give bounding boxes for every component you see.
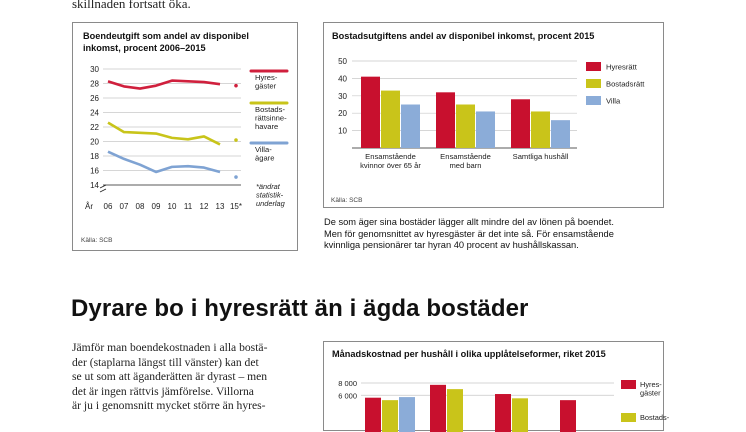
chart1-title-line: Boendeutgift som andel av disponibel bbox=[83, 31, 249, 41]
chart1-series-point bbox=[234, 138, 238, 142]
chart1-source: Källa: SCB bbox=[81, 237, 113, 244]
chart1-series-line bbox=[108, 81, 220, 89]
chart1-legend-label: gäster bbox=[255, 81, 277, 91]
chart2-bar bbox=[476, 111, 495, 148]
chart3-bar bbox=[512, 398, 528, 432]
chart1-note: *ändrat bbox=[256, 182, 280, 191]
chart1-y-tick-label: 26 bbox=[90, 94, 99, 103]
chart2-category-label: med barn bbox=[449, 161, 482, 170]
chart1-series-line bbox=[108, 152, 220, 172]
chart3-bar bbox=[430, 385, 446, 432]
chart3-legend-swatch bbox=[621, 413, 636, 422]
chart2-category-label: Ensamstående bbox=[440, 152, 491, 161]
chart1-legend-label: Villa- bbox=[255, 145, 272, 154]
chart2-category-label: kvinnor över 65 år bbox=[360, 161, 421, 170]
chart3-plot bbox=[324, 342, 670, 432]
chart3-legend-swatch bbox=[621, 380, 636, 389]
chart3-bar bbox=[560, 400, 576, 432]
chart2-legend-label: Hyresrätt bbox=[606, 62, 637, 72]
chart2-source: Källa: SCB bbox=[331, 197, 363, 204]
body-line: der (staplarna längst till vänster) kan det bbox=[72, 355, 259, 369]
chart1-box bbox=[72, 22, 298, 251]
chart1-x-tick-label: 09 bbox=[151, 202, 161, 211]
chart2-bar bbox=[361, 77, 380, 148]
chart2-legend-label: Villa bbox=[606, 96, 621, 106]
chart1-y-tick-label: 18 bbox=[90, 152, 99, 161]
chart1-x-tick-label: 07 bbox=[119, 202, 129, 211]
chart3-legend-label: gäster bbox=[640, 388, 661, 398]
chart2-y-tick-label: 20 bbox=[338, 109, 347, 119]
chart1-y-tick-label: 28 bbox=[90, 79, 99, 89]
chart2-legend-label: Bostadsrätt bbox=[606, 79, 645, 89]
chart2-plot bbox=[324, 23, 663, 207]
chart2-bar bbox=[511, 99, 530, 148]
chart1-y-tick-label: 30 bbox=[90, 65, 99, 74]
chart1-x-tick-label: 10 bbox=[167, 202, 177, 211]
chart1-note: statistik- bbox=[256, 190, 284, 200]
chart1-legend-label: Hyres- bbox=[255, 73, 278, 82]
chart3-legend-label: Bostads- bbox=[640, 413, 670, 422]
chart1-x-tick-label: 06 bbox=[103, 202, 113, 211]
chart1-y-tick-label: 22 bbox=[90, 123, 99, 132]
chart1-y-tick-label: 24 bbox=[90, 108, 99, 118]
chart1-title-line: inkomst, procent 2006–2015 bbox=[83, 42, 206, 53]
chart1-y-tick-label: 20 bbox=[90, 137, 99, 147]
chart2-y-tick-label: 50 bbox=[338, 57, 347, 66]
chart1-axis-break bbox=[100, 185, 106, 192]
chart1-series-line bbox=[108, 123, 220, 145]
caption-line: De som äger sina bostäder lägger allt mindre del av lönen på boendet. bbox=[324, 217, 614, 227]
chart1-legend-label: rättsinne- bbox=[255, 113, 287, 123]
chart3-legend-label: Hyres- bbox=[640, 380, 662, 389]
chart2-bar bbox=[456, 105, 475, 149]
chart1-x-tick-label: 11 bbox=[183, 202, 193, 211]
chart1-x-tick-label: 12 bbox=[199, 202, 209, 211]
chart1-legend-label: Bostads- bbox=[255, 105, 285, 114]
chart2-y-tick-label: 30 bbox=[338, 91, 347, 101]
chart1-x-axis-label: År bbox=[85, 202, 93, 211]
chart2-box bbox=[323, 22, 664, 208]
chart3-bar bbox=[495, 394, 511, 432]
chart1-legend-label: havare bbox=[255, 122, 279, 131]
chart3-title: Månadskostnad per hushåll i olika upplåtelseformer, riket 2015 bbox=[332, 349, 606, 359]
body-line: Jämför man boendekostnaden i alla bostä- bbox=[72, 341, 268, 354]
chart2-bar bbox=[381, 91, 400, 148]
chart1-x-tick-label: 13 bbox=[215, 202, 225, 211]
chart2-bar bbox=[436, 92, 455, 148]
chart2-bar bbox=[531, 111, 550, 148]
body-line: det är ingen rättvis jämförelse. Villorna bbox=[72, 384, 254, 398]
chart2-bar bbox=[401, 105, 420, 149]
chart2-caption bbox=[324, 217, 664, 252]
chart2-y-tick-label: 10 bbox=[338, 126, 347, 136]
body-line: är ju i genomsnitt mycket större än hyres- bbox=[72, 399, 266, 413]
caption-line: kvinnliga pensionärer tar hyran 40 procent av hushållskassan. bbox=[324, 240, 579, 250]
chart3-y-tick-label: 8 000 bbox=[338, 379, 357, 388]
chart1-series-point bbox=[234, 175, 238, 179]
chart1-series-point bbox=[234, 84, 238, 88]
chart1-x-tick-label: 08 bbox=[135, 202, 145, 211]
chart2-bar bbox=[551, 120, 570, 148]
chart3-bar bbox=[399, 397, 415, 432]
chart2-category-label: Ensamstående bbox=[365, 152, 416, 161]
chart2-title: Bostadsutgiftens andel av disponibel inkomst, procent 2015 bbox=[332, 31, 595, 41]
chart3-y-tick-label: 6 000 bbox=[338, 391, 357, 401]
chart2-legend-swatch bbox=[586, 96, 601, 105]
chart1-legend-label: ägare bbox=[255, 153, 275, 163]
body-line: se ut som att äganderätten är dyrast – men bbox=[72, 370, 268, 384]
chart1-plot bbox=[73, 23, 297, 250]
top-text: skillnaden fortsatt öka. bbox=[72, 0, 191, 11]
chart1-y-tick-label: 14 bbox=[90, 181, 99, 190]
caption-line: Men för genomsnittet av hyresgäster är det inte så. För ensamstående bbox=[324, 228, 614, 239]
chart2-legend-swatch bbox=[586, 79, 601, 88]
section-heading: Dyrare bo i hyresrätt än i ägda bostäder bbox=[71, 295, 529, 322]
chart2-legend-swatch bbox=[586, 62, 601, 71]
chart3-bar bbox=[365, 398, 381, 432]
chart1-x-tick-label: 15* bbox=[229, 202, 243, 211]
chart1-y-tick-label: 16 bbox=[90, 166, 99, 176]
chart3-bar bbox=[382, 400, 398, 432]
body-text bbox=[72, 341, 267, 414]
chart3-box bbox=[323, 341, 670, 431]
chart2-y-tick-label: 40 bbox=[338, 74, 347, 84]
chart1-note: underlag bbox=[256, 199, 285, 208]
chart2-category-label: Samtliga hushåll bbox=[512, 152, 569, 161]
chart3-bar bbox=[447, 389, 463, 432]
